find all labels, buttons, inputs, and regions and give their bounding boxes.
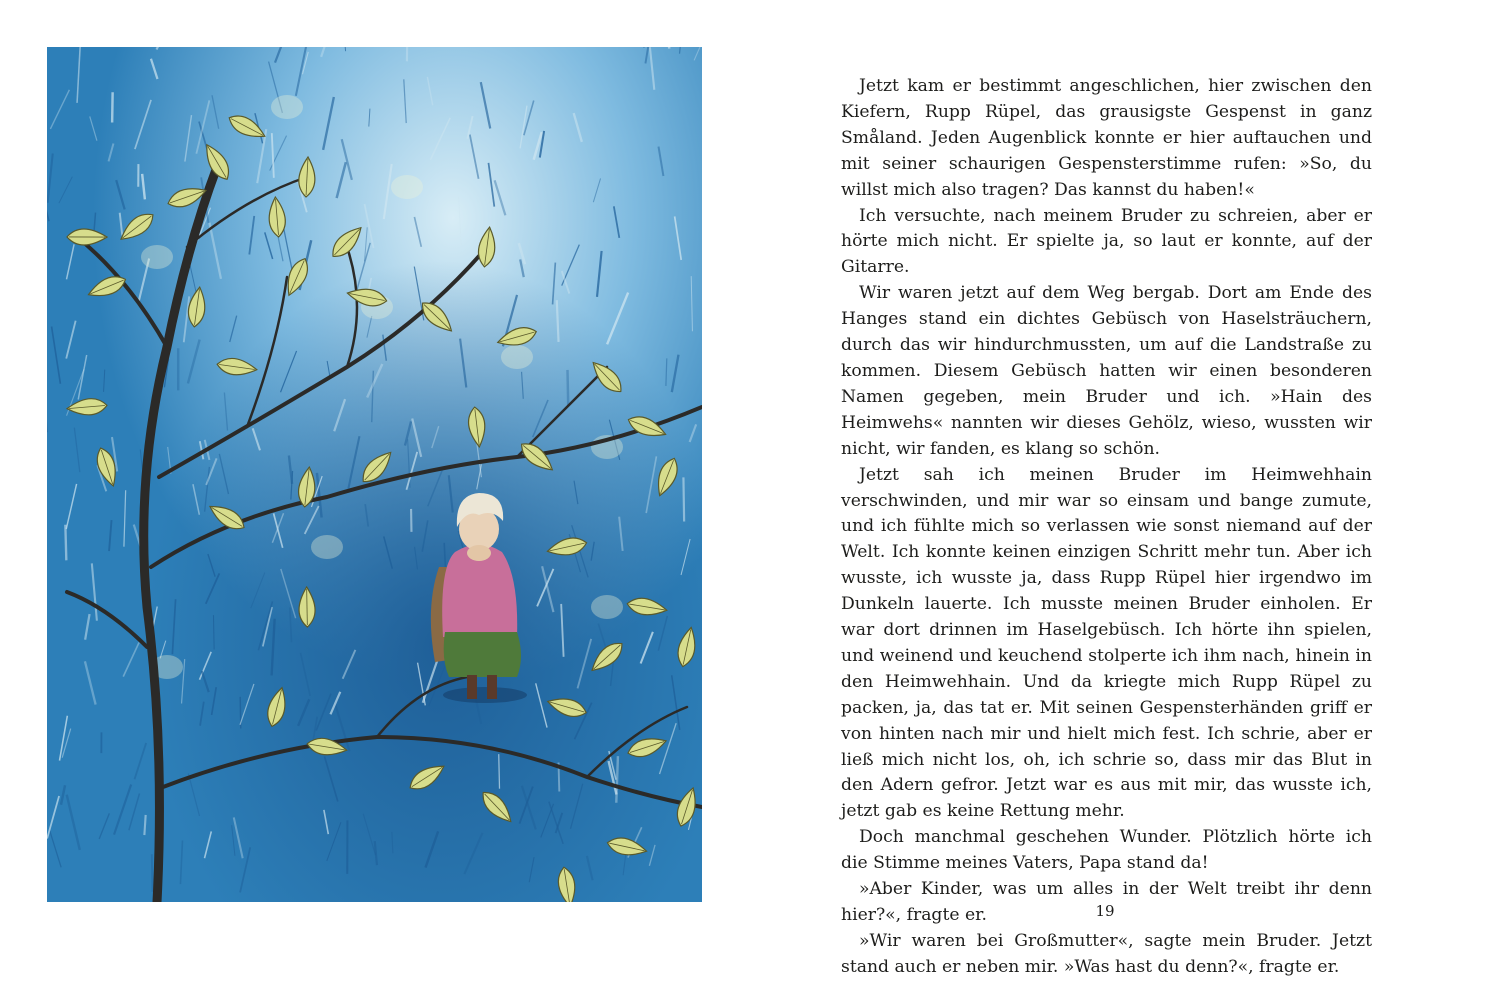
paragraph: Jetzt kam er bestimmt angeschlichen, hier zwischen den Kiefern, Rupp Rüpel, das grausigste Gespenst in ganz Småland. Jeden Augenblick konnte er hier auftauchen und mit seiner schaurigen Gespensterstimme rufen: »So, du willst mich also tragen? Das kannst du haben!« bbox=[841, 76, 1372, 200]
grass-stroke bbox=[213, 615, 214, 649]
grass-stroke bbox=[112, 92, 113, 122]
paragraph: Wir waren jetzt auf dem Weg bergab. Dort am Ende des Hanges stand ein dichtes Gebüsch von Haselsträuchern, durch das wir hindurchmussten, um auf die Landstraße zu kommen. Diesem Gebüsch hatten wir einen besonderen Namen gegeben, mein Bruder und ich. »Hain des Heimwehs« nannten wir dieses Gehölz, wieso, wussten wir nicht, wir fanden, es klang so schön. bbox=[841, 283, 1372, 459]
grass-stroke bbox=[567, 370, 568, 406]
page-number: 19 bbox=[1095, 902, 1115, 920]
paragraph: »Wir waren bei Großmutter«, sagte mein Bruder. Jetzt stand auch er neben mir. »Was hast du denn?«, fragte er. bbox=[841, 930, 1372, 977]
light-spot bbox=[271, 95, 303, 119]
grass-stroke bbox=[144, 815, 145, 835]
girl-shadow bbox=[443, 687, 527, 703]
girl-hands bbox=[467, 545, 491, 561]
girl-skirt bbox=[444, 632, 521, 677]
grass-stroke bbox=[407, 47, 408, 61]
light-spot bbox=[141, 245, 173, 269]
paragraph: Doch manchmal geschehen Wunder. Plötzlich hörte ich die Stimme meines Vaters, Papa stand da! bbox=[841, 827, 1372, 874]
paragraph: Ich versuchte, nach meinem Bruder zu schreien, aber er hörte mich nicht. Er spielte ja, so laut er konnte, auf der Gitarre. bbox=[841, 205, 1372, 278]
light-spot bbox=[501, 345, 533, 369]
story-text bbox=[841, 74, 1372, 981]
light-spot bbox=[591, 595, 623, 619]
grass-stroke bbox=[65, 525, 66, 561]
girl-leg-right bbox=[487, 675, 497, 699]
forest-illustration bbox=[47, 47, 702, 902]
light-spot bbox=[311, 535, 343, 559]
grass-stroke bbox=[683, 477, 684, 521]
paragraph: Jetzt sah ich meinen Bruder im Heimwehhain verschwinden, und mir war so einsam und bange zumute, und ich fühlte mich so verlassen wie sonst niemand auf der Welt. Ich konnte keinen einzigen Schritt mehr tun. Aber ich wusste, ich wusste ja, dass Rupp Rüpel hier irgendwo im Dunkeln lauerte. Ich musste meinen Bruder einholen. Er war dort drinnen im Haselgebüsch. Ich hörte ihn spielen, und weinend und keuchend stolperte ich ihm nach, hinein in den Heimwehhain. Und da kriegte mich Rupp Rüpel zu packen, ja, das tat er. Mit seinen Gespensterhänden griff er von hinten nach mir und hielt mich fest. Ich schrie, aber er ließ mich nicht los, oh, ich schrie so, dass mir das Blut in den Adern gefror. Jetzt war es aus mit mir, das wusste ich, jetzt gab es keine Rettung mehr. bbox=[841, 464, 1372, 822]
paragraph: »Aber Kinder, was um alles in der Welt treibt ihr denn hier?«, fragte er. bbox=[841, 879, 1372, 925]
grass-stroke bbox=[152, 854, 153, 892]
light-spot bbox=[391, 175, 423, 199]
girl-leg-left bbox=[467, 675, 477, 699]
grass-stroke bbox=[499, 754, 500, 789]
illustration-panel bbox=[47, 47, 702, 902]
